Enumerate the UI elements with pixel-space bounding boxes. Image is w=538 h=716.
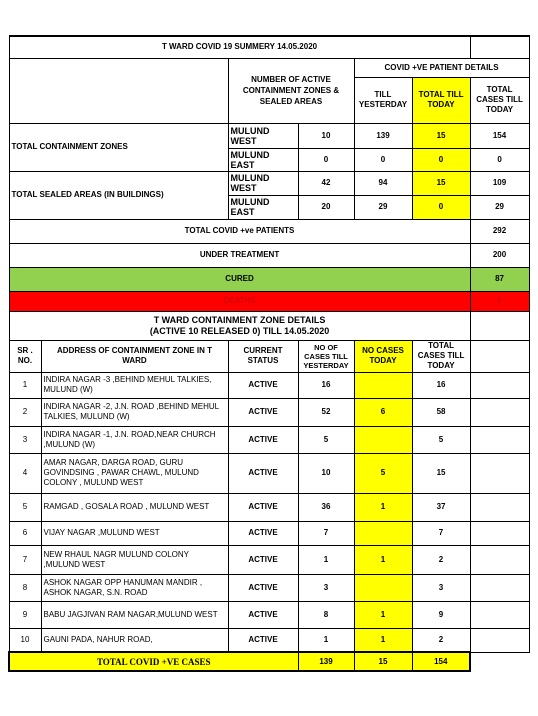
summary-zones: 0 bbox=[298, 148, 354, 171]
zone-total-cases: 3 bbox=[412, 574, 470, 601]
zone-cases-today bbox=[354, 372, 412, 398]
under-treatment-label: UNDER TREATMENT bbox=[9, 243, 470, 267]
total-cases-header: TOTAL CASES TILL TODAY bbox=[470, 77, 529, 123]
zone-sr-no: 10 bbox=[9, 628, 41, 652]
zone-row bbox=[9, 493, 529, 521]
cases-yesterday-header: NO OF CASES TILL YESTERDAY bbox=[298, 340, 354, 372]
zone-row bbox=[9, 521, 529, 545]
address-header: ADDRESS OF CONTAINMENT ZONE IN T WARD bbox=[41, 340, 228, 372]
summary-category: TOTAL SEALED AREAS (IN BUILDINGS) bbox=[9, 171, 228, 219]
zone-sr-no: 3 bbox=[9, 426, 41, 453]
zone-row bbox=[9, 545, 529, 574]
zone-status: ACTIVE bbox=[228, 545, 298, 574]
zone-sr-no: 1 bbox=[9, 372, 41, 398]
zone-cases-yesterday: 10 bbox=[298, 453, 354, 493]
zone-status: ACTIVE bbox=[228, 574, 298, 601]
summary-till-yesterday: 94 bbox=[354, 171, 412, 195]
zone-cases-yesterday: 5 bbox=[298, 426, 354, 453]
summary-area: MULUND WEST bbox=[228, 171, 298, 195]
summary-today: 0 bbox=[412, 195, 470, 219]
zone-cases-yesterday: 3 bbox=[298, 574, 354, 601]
zone-cases-today bbox=[354, 574, 412, 601]
summary-zones: 10 bbox=[298, 123, 354, 148]
zone-total-cases: 15 bbox=[412, 453, 470, 493]
zone-address: ASHOK NAGAR OPP HANUMAN MANDIR , ASHOK NAGAR, S.N. ROAD bbox=[41, 574, 228, 601]
zone-total-cases: 16 bbox=[412, 372, 470, 398]
summary-area: MULUND EAST bbox=[228, 195, 298, 219]
summary-today: 0 bbox=[412, 148, 470, 171]
summary-till-yesterday: 139 bbox=[354, 123, 412, 148]
summary-total: 29 bbox=[470, 195, 529, 219]
covid-summary-sheet bbox=[8, 35, 530, 672]
zone-sr-no: 6 bbox=[9, 521, 41, 545]
zone-row bbox=[9, 628, 529, 652]
zone-row bbox=[9, 398, 529, 426]
zone-status: ACTIVE bbox=[228, 372, 298, 398]
summary-today: 15 bbox=[412, 171, 470, 195]
footer-today: 15 bbox=[354, 652, 412, 671]
zone-row bbox=[9, 453, 529, 493]
zone-address: NEW RHAUL NAGR MULUND COLONY ,MULUND WEST bbox=[41, 545, 228, 574]
zone-cases-yesterday: 1 bbox=[298, 628, 354, 652]
under-treatment-value: 200 bbox=[470, 243, 529, 267]
zone-sr-no: 2 bbox=[9, 398, 41, 426]
zone-sr-no: 7 bbox=[9, 545, 41, 574]
zone-cases-today: 1 bbox=[354, 493, 412, 521]
zone-cases-today bbox=[354, 426, 412, 453]
zone-sr-no: 9 bbox=[9, 601, 41, 628]
till-yesterday-header: TILL YESTERDAY bbox=[354, 77, 412, 123]
zone-cases-yesterday: 52 bbox=[298, 398, 354, 426]
cases-today-header: NO CASES TODAY bbox=[354, 340, 412, 372]
zone-status: ACTIVE bbox=[228, 398, 298, 426]
summary-total: 154 bbox=[470, 123, 529, 148]
zone-total-cases: 37 bbox=[412, 493, 470, 521]
zone-total-cases: 2 bbox=[412, 545, 470, 574]
deaths-label: DEATHS bbox=[9, 291, 470, 311]
zone-address: INDIRA NAGAR -2, J.N. ROAD ,BEHIND MEHUL TALKIES, MULUND (W) bbox=[41, 398, 228, 426]
cured-label: CURED bbox=[9, 267, 470, 291]
zone-total-cases: 7 bbox=[412, 521, 470, 545]
zone-cases-today: 5 bbox=[354, 453, 412, 493]
summary-till-yesterday: 29 bbox=[354, 195, 412, 219]
summary-today: 15 bbox=[412, 123, 470, 148]
zone-row bbox=[9, 372, 529, 398]
zone-cases-yesterday: 7 bbox=[298, 521, 354, 545]
zone-footer-row bbox=[9, 652, 529, 671]
deaths-value: 5 bbox=[470, 291, 529, 311]
zone-total-cases: 5 bbox=[412, 426, 470, 453]
zone-address: INDIRA NAGAR -3 ,BEHIND MEHUL TALKIES, MULUND (W) bbox=[41, 372, 228, 398]
summary-total: 0 bbox=[470, 148, 529, 171]
zone-address: VIJAY NAGAR ,MULUND WEST bbox=[41, 521, 228, 545]
zone-sr-no: 4 bbox=[9, 453, 41, 493]
cured-value: 87 bbox=[470, 267, 529, 291]
zone-row bbox=[9, 426, 529, 453]
summary-total: 109 bbox=[470, 171, 529, 195]
zone-cases-today: 1 bbox=[354, 628, 412, 652]
zone-address: BABU JAGJIVAN RAM NAGAR,MULUND WEST bbox=[41, 601, 228, 628]
footer-total: 154 bbox=[412, 652, 470, 671]
zone-status: ACTIVE bbox=[228, 601, 298, 628]
zones-count-header: NUMBER OF ACTIVE CONTAINMENT ZONES & SEALED AREAS bbox=[228, 58, 354, 123]
zone-cases-today: 1 bbox=[354, 545, 412, 574]
zone-cases-today: 6 bbox=[354, 398, 412, 426]
zone-status: ACTIVE bbox=[228, 521, 298, 545]
zone-total-cases: 2 bbox=[412, 628, 470, 652]
zone-address: RAMGAD , GOSALA ROAD , MULUND WEST bbox=[41, 493, 228, 521]
zone-sr-no: 5 bbox=[9, 493, 41, 521]
zone-cases-yesterday: 1 bbox=[298, 545, 354, 574]
total-positive-value: 292 bbox=[470, 219, 529, 243]
zone-details-title-line1: T WARD CONTAINMENT ZONE DETAILS bbox=[153, 314, 326, 325]
zone-address: INDIRA NAGAR -1, J.N. ROAD,NEAR CHURCH ,MULUND (W) bbox=[41, 426, 228, 453]
summary-area: MULUND WEST bbox=[228, 123, 298, 148]
zone-status: ACTIVE bbox=[228, 426, 298, 453]
total-positive-label: TOTAL COVID +ve PATIENTS bbox=[9, 219, 470, 243]
summary-zones: 42 bbox=[298, 171, 354, 195]
zone-address: GAUNI PADA, NAHUR ROAD, bbox=[41, 628, 228, 652]
footer-yesterday: 139 bbox=[298, 652, 354, 671]
total-till-today-header: TOTAL TILL TODAY bbox=[412, 77, 470, 123]
zone-sr-no: 8 bbox=[9, 574, 41, 601]
zone-cases-today bbox=[354, 521, 412, 545]
status-header: CURRENT STATUS bbox=[228, 340, 298, 372]
summary-zones: 20 bbox=[298, 195, 354, 219]
zone-total-cases: 9 bbox=[412, 601, 470, 628]
zone-cases-today: 1 bbox=[354, 601, 412, 628]
zone-status: ACTIVE bbox=[228, 628, 298, 652]
zone-row bbox=[9, 574, 529, 601]
footer-total-label: TOTAL COVID +VE CASES bbox=[9, 652, 298, 671]
summary-area: MULUND EAST bbox=[228, 148, 298, 171]
total-cases-today-header: TOTAL CASES TILL TODAY bbox=[412, 340, 470, 372]
zone-details-title-line2: (ACTIVE 10 RELEASED 0) TILL 14.05.2020 bbox=[149, 325, 330, 336]
zone-details-title bbox=[9, 311, 470, 340]
zone-status: ACTIVE bbox=[228, 453, 298, 493]
zone-total-cases: 58 bbox=[412, 398, 470, 426]
zone-address: AMAR NAGAR, DARGA ROAD, GURU GOVINDSING , PAWAR CHAWL, MULUND COLONY , MULUND WEST bbox=[41, 453, 228, 493]
patient-details-header: COVID +VE PATIENT DETAILS bbox=[354, 58, 529, 77]
zone-cases-yesterday: 8 bbox=[298, 601, 354, 628]
sr-no-header: SR . NO. bbox=[9, 340, 41, 372]
zone-cases-yesterday: 36 bbox=[298, 493, 354, 521]
zone-row bbox=[9, 601, 529, 628]
zone-cases-yesterday: 16 bbox=[298, 372, 354, 398]
summary-category: TOTAL CONTAINMENT ZONES bbox=[9, 123, 228, 171]
zone-status: ACTIVE bbox=[228, 493, 298, 521]
summary-till-yesterday: 0 bbox=[354, 148, 412, 171]
sheet-title: T WARD COVID 19 SUMMERY 14.05.2020 bbox=[9, 36, 470, 58]
